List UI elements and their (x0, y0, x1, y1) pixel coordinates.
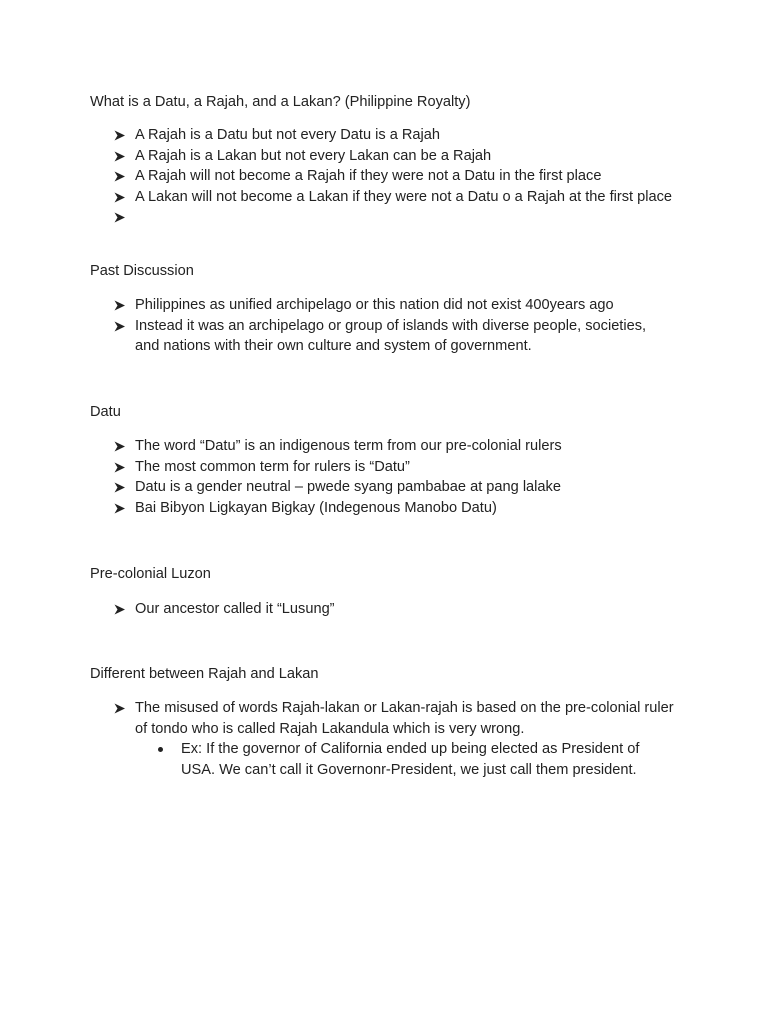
bullet-list-past-discussion (114, 295, 674, 357)
bullet-text: A Rajah will not become a Rajah if they were not a Datu in the first place (135, 168, 602, 184)
arrowhead-bullet-icon (114, 187, 128, 207)
sub-bullet-list (135, 739, 674, 780)
bullet-list-royalty (114, 125, 674, 228)
sub-bullet-text: Ex: If the governor of California ended up being elected as President of USA. We can’t call it Governonr-President, we just call them president. (181, 741, 640, 778)
list-item (114, 316, 674, 357)
arrowhead-bullet-icon (114, 207, 128, 227)
bullet-text: A Lakan will not become a Lakan if they were not a Datu o a Rajah at the first place (135, 188, 673, 205)
arrowhead-bullet-icon (114, 698, 128, 718)
bullet-list-pre-colonial-luzon (114, 599, 674, 620)
arrowhead-bullet-icon (114, 316, 128, 336)
list-item (114, 477, 674, 498)
list-item (114, 146, 674, 167)
list-item (114, 436, 674, 457)
list-item (114, 166, 674, 187)
list-item (114, 187, 674, 208)
arrowhead-bullet-icon (114, 477, 128, 497)
arrowhead-bullet-icon (114, 436, 128, 456)
arrowhead-bullet-icon (114, 599, 128, 619)
arrowhead-bullet-icon (114, 146, 128, 166)
arrowhead-bullet-icon (114, 498, 128, 518)
list-item (114, 125, 674, 146)
sub-list-item (150, 739, 674, 780)
bullet-text: The misused of words Rajah-lakan or Lakan-rajah is based on the pre-colonial ruler of tondo who is called Rajah Lakandula which is very wrong. (135, 700, 674, 737)
section-heading-rajah-vs-lakan: Different between Rajah and Lakan (90, 666, 319, 682)
bullet-list-datu (114, 436, 674, 518)
list-item-empty (114, 207, 674, 228)
section-heading-royalty: What is a Datu, a Rajah, and a Lakan? (Philippine Royalty) (90, 94, 471, 110)
bullet-text: Bai Bibyon Ligkayan Bigkay (Indegenous Manobo Datu) (135, 499, 497, 516)
bullet-text: Datu is a gender neutral – pwede syang pambabae at pang lalake (135, 479, 561, 495)
bullet-text: Instead it was an archipelago or group of islands with diverse people, societies, and nations with their own culture and system of government. (135, 317, 647, 354)
list-item (114, 498, 674, 519)
list-item (114, 457, 674, 478)
section-heading-past-discussion: Past Discussion (90, 263, 194, 279)
bullet-text: A Rajah is a Datu but not every Datu is a Rajah (135, 127, 441, 143)
bullet-text: Philippines as unified archipelago or this nation did not exist 400years ago (135, 297, 614, 313)
arrowhead-bullet-icon (114, 125, 128, 145)
list-item (114, 698, 674, 780)
list-item (114, 295, 674, 316)
section-heading-datu: Datu (90, 404, 121, 420)
filled-dot-bullet-icon (158, 747, 163, 752)
section-heading-pre-colonial-luzon: Pre-colonial Luzon (90, 566, 211, 582)
bullet-text: The most common term for rulers is “Datu” (135, 458, 410, 475)
arrowhead-bullet-icon (114, 166, 128, 186)
arrowhead-bullet-icon (114, 295, 128, 315)
list-item (114, 599, 674, 620)
bullet-text: Our ancestor called it “Lusung” (135, 601, 335, 617)
bullet-text: A Rajah is a Lakan but not every Lakan can be a Rajah (135, 147, 492, 164)
bullet-list-rajah-vs-lakan (114, 698, 674, 780)
bullet-text: The word “Datu” is an indigenous term from our pre-colonial rulers (135, 438, 562, 454)
arrowhead-bullet-icon (114, 457, 128, 477)
